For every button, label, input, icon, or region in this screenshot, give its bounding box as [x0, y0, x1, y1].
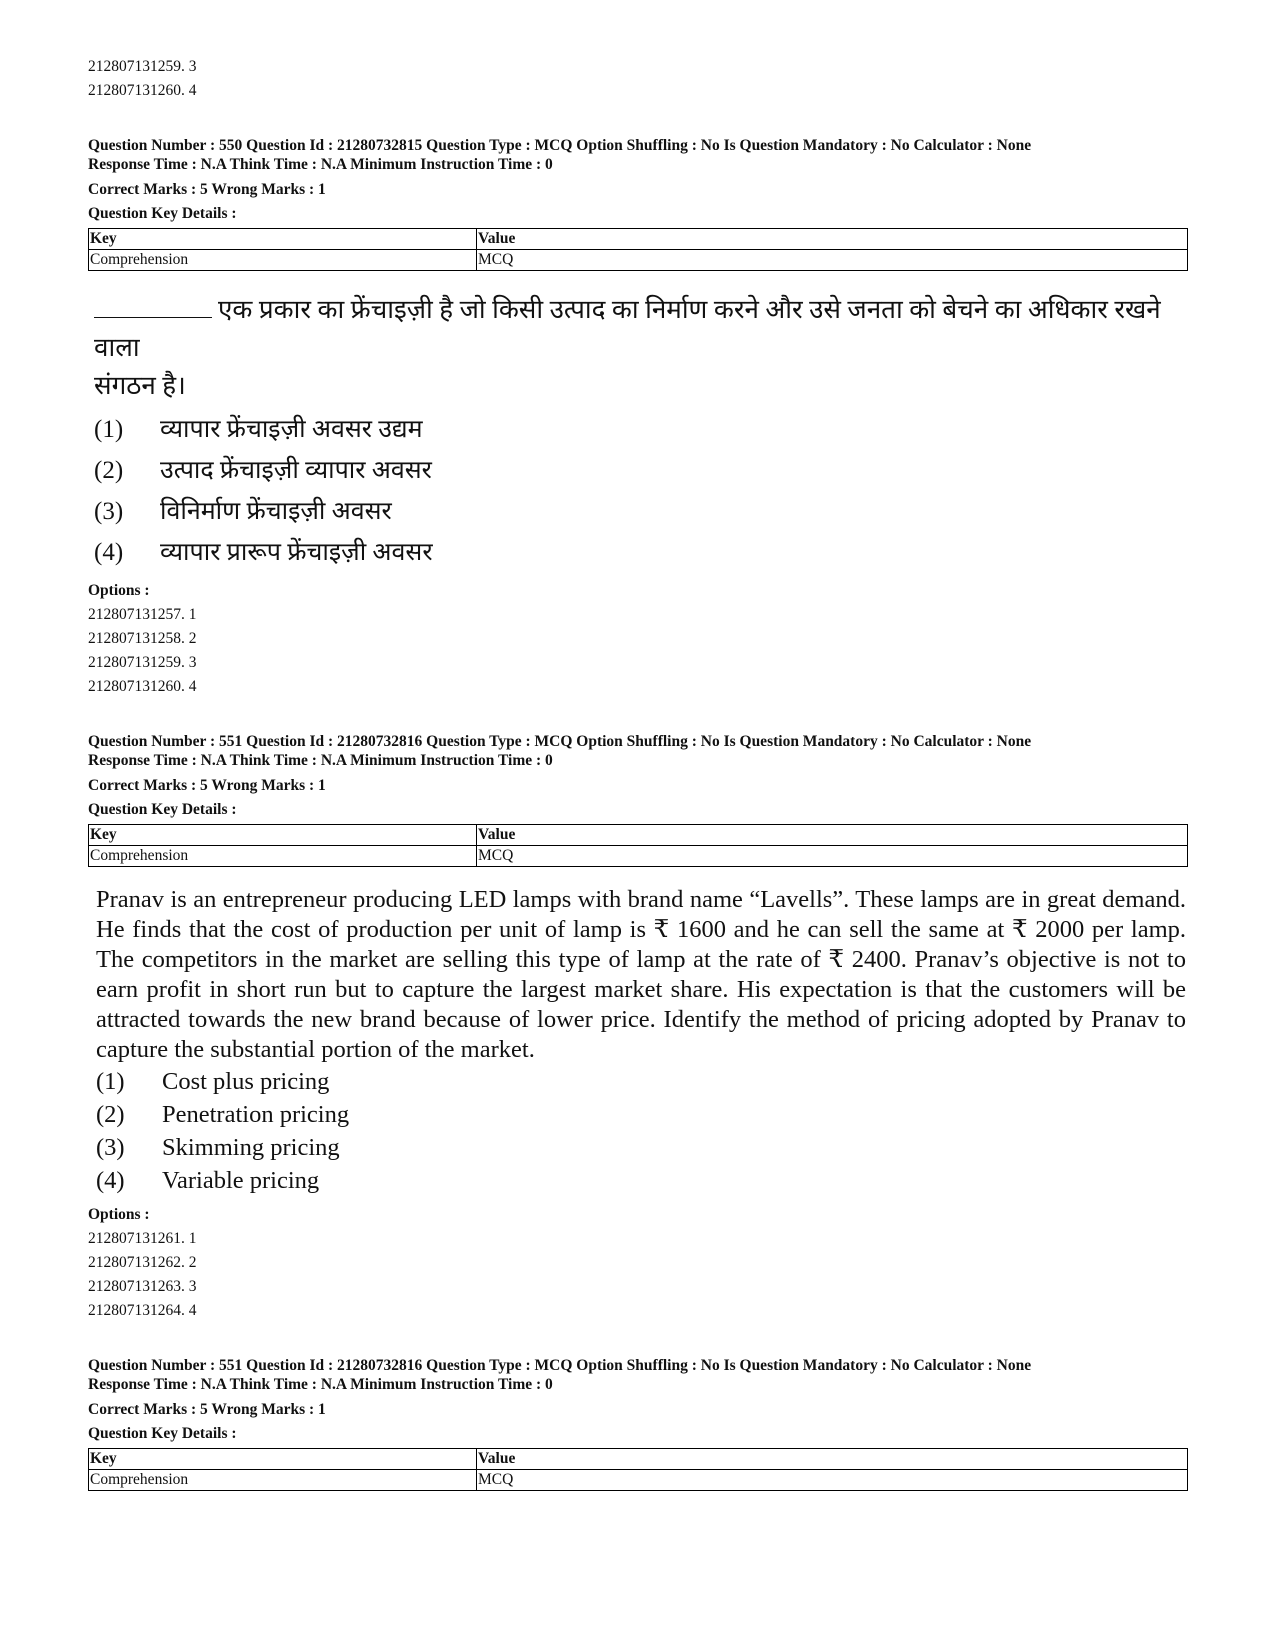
choice-number: (2) [96, 1101, 125, 1128]
key-header: Key [89, 229, 477, 250]
choice-number: (4) [94, 539, 124, 566]
key-details-label: Question Key Details : [88, 205, 237, 222]
table-header-row [89, 229, 1188, 250]
option-line: 212807131262. 2 [88, 1254, 197, 1271]
table-row [89, 1470, 1188, 1491]
option-line: 212807131258. 2 [88, 630, 197, 647]
option-line: 212807131259. 3 [88, 58, 197, 75]
choice-number: (2) [94, 457, 124, 484]
key-details-label: Question Key Details : [88, 801, 237, 818]
question-meta-line1: Question Number : 551 Question Id : 21280732816 Question Type : MCQ Option Shuffling : No Is Question Mandatory : No Calculator : None [88, 733, 1032, 750]
question-550 [88, 136, 1188, 699]
choice-list [88, 409, 1188, 573]
marks-line: Correct Marks : 5 Wrong Marks : 1 [88, 777, 326, 794]
option-line: 212807131261. 1 [88, 1230, 197, 1247]
question-551-repeat [88, 1356, 1188, 1491]
choice-text: Skimming pricing [162, 1134, 340, 1161]
key-cell: Comprehension [89, 250, 477, 271]
choice-number: (3) [94, 498, 124, 525]
value-cell: MCQ [477, 250, 1188, 271]
key-details-label: Question Key Details : [88, 1425, 237, 1442]
choice-item [88, 1164, 1188, 1197]
choice-text: Cost plus pricing [162, 1068, 330, 1095]
option-line: 212807131259. 3 [88, 654, 197, 671]
question-meta-line2: Response Time : N.A Think Time : N.A Minimum Instruction Time : 0 [88, 752, 553, 769]
choice-text: Variable pricing [162, 1167, 320, 1194]
options-label: Options : [88, 582, 150, 599]
marks-line: Correct Marks : 5 Wrong Marks : 1 [88, 1401, 326, 1418]
key-cell: Comprehension [89, 1470, 477, 1491]
table-header-row [89, 825, 1188, 846]
value-cell: MCQ [477, 1470, 1188, 1491]
key-header: Key [89, 825, 477, 846]
fill-blank [94, 295, 212, 318]
choice-text: Penetration pricing [162, 1101, 350, 1128]
previous-options [88, 55, 1188, 103]
key-details-table [88, 1448, 1188, 1491]
value-cell: MCQ [477, 846, 1188, 867]
question-text-hindi [88, 291, 1188, 405]
choice-text: उत्पाद फ्रेंचाइज़ी व्यापार अवसर [160, 457, 432, 484]
key-cell: Comprehension [89, 846, 477, 867]
table-header-row [89, 1449, 1188, 1470]
key-details-table [88, 824, 1188, 867]
choice-text: विनिर्माण फ्रेंचाइज़ी अवसर [160, 498, 392, 525]
question-line: एक प्रकार का फ्रेंचाइज़ी है जो किसी उत्पाद का निर्माण करने और उसे जनता को बेचने का अधिकार रखने वाला [94, 295, 1161, 362]
choice-number: (4) [96, 1167, 125, 1194]
value-header: Value [477, 1449, 1188, 1470]
value-header: Value [477, 825, 1188, 846]
option-line: 212807131264. 4 [88, 1302, 197, 1319]
choice-number: (1) [96, 1068, 125, 1095]
choice-item [88, 1065, 1188, 1098]
table-row [89, 250, 1188, 271]
choice-item [88, 450, 1188, 491]
choice-item [88, 409, 1188, 450]
value-header: Value [477, 229, 1188, 250]
choice-number: (3) [96, 1134, 125, 1161]
choice-list [88, 1065, 1188, 1197]
choice-item [88, 1131, 1188, 1164]
question-meta-line1: Question Number : 550 Question Id : 21280732815 Question Type : MCQ Option Shuffling : No Is Question Mandatory : No Calculator : None [88, 137, 1032, 154]
choice-item [88, 532, 1188, 573]
question-551 [88, 732, 1188, 1323]
key-header: Key [89, 1449, 477, 1470]
options-label: Options : [88, 1206, 150, 1223]
choice-item [88, 491, 1188, 532]
table-row [89, 846, 1188, 867]
question-text-english: Pranav is an entrepreneur producing LED lamps with brand name “Lavells”. These lamps are in great demand. He finds that the cost of production per unit of lamp is ₹ 1600 and he can sell the same at ₹ 2000 per lamp. The competitors in the market are selling this type of lamp at the rate of ₹ 2400. Pranav’s objective is not to earn profit in short run but to capture the largest market share. His expectation is that the customers will be attracted towards the new brand because of lower price. Identify the method of pricing adopted by Pranav to capture the substantial portion of the market. [96, 886, 1186, 1063]
marks-line: Correct Marks : 5 Wrong Marks : 1 [88, 181, 326, 198]
option-line: 212807131260. 4 [88, 82, 197, 99]
choice-text: व्यापार प्रारूप फ्रेंचाइज़ी अवसर [160, 539, 433, 566]
option-line: 212807131263. 3 [88, 1278, 197, 1295]
option-line: 212807131257. 1 [88, 606, 197, 623]
question-meta-line2: Response Time : N.A Think Time : N.A Minimum Instruction Time : 0 [88, 1376, 553, 1393]
choice-number: (1) [94, 416, 124, 443]
choice-text: व्यापार फ्रेंचाइज़ी अवसर उद्यम [160, 416, 423, 443]
key-details-table [88, 228, 1188, 271]
document-page [88, 55, 1188, 1491]
option-line: 212807131260. 4 [88, 678, 197, 695]
question-line: संगठन है। [94, 371, 186, 400]
question-meta-line1: Question Number : 551 Question Id : 21280732816 Question Type : MCQ Option Shuffling : No Is Question Mandatory : No Calculator : None [88, 1357, 1032, 1374]
choice-item [88, 1098, 1188, 1131]
question-meta-line2: Response Time : N.A Think Time : N.A Minimum Instruction Time : 0 [88, 156, 553, 173]
